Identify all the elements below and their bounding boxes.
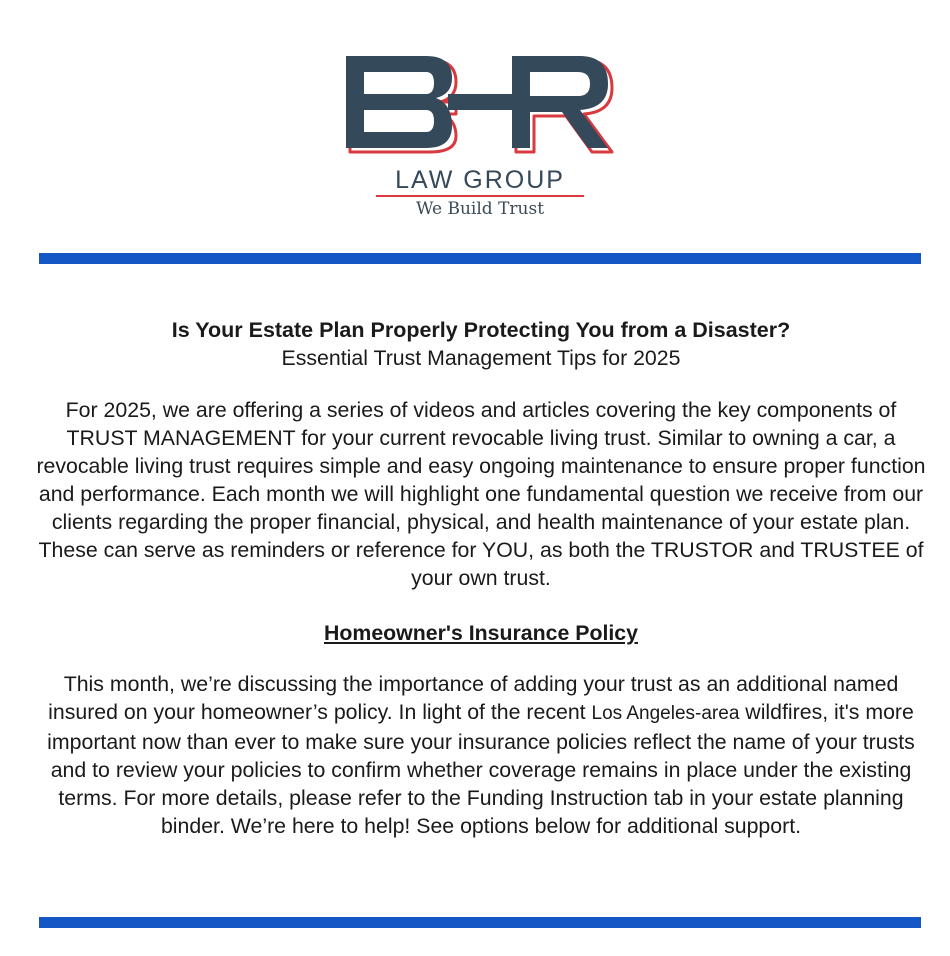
logo-law-group-text: LAW GROUP (395, 166, 565, 194)
section-body-part2: wildfires, it's more important now than ever to make sure your insurance policies reflect the name of your trusts and to review your policies to confirm whether coverage remains in place under the existing terms. For more details, please refer to the Funding Instruction tab in your estate planning binder. We’re here to help! See options below for additional support. (47, 700, 915, 838)
top-divider (39, 253, 921, 264)
section-body-paragraph (30, 670, 932, 840)
logo-tagline: We Build Trust (415, 199, 545, 219)
intro-paragraph: For 2025, we are offering a series of videos and articles covering the key components of TRUST MANAGEMENT for your current revocable living trust. Similar to owning a car, a revocable living trust requires simple and easy ongoing maintenance to ensure proper function and performance. Each month we will highlight one fundamental question we receive from our clients regarding the proper financial, physical, and health maintenance of your estate plan. These can serve as reminders or reference for YOU, as both the TRUSTOR and TRUSTEE of your own trust. (36, 398, 926, 590)
newsletter-content (30, 316, 932, 840)
section-heading: Homeowner's Insurance Policy (324, 621, 638, 645)
bottom-divider (39, 917, 921, 928)
section-body-location: Los Angeles-area (591, 703, 740, 724)
headline: Is Your Estate Plan Properly Protecting You from a Disaster? (171, 318, 791, 342)
bhr-monogram-logo (330, 48, 630, 208)
section-body-part1: This month, we’re discussing the importance of adding your trust as an additional named insured on your homeowner’s policy. In light of the recent (48, 672, 899, 724)
subheadline: Essential Trust Management Tips for 2025 (281, 346, 681, 370)
